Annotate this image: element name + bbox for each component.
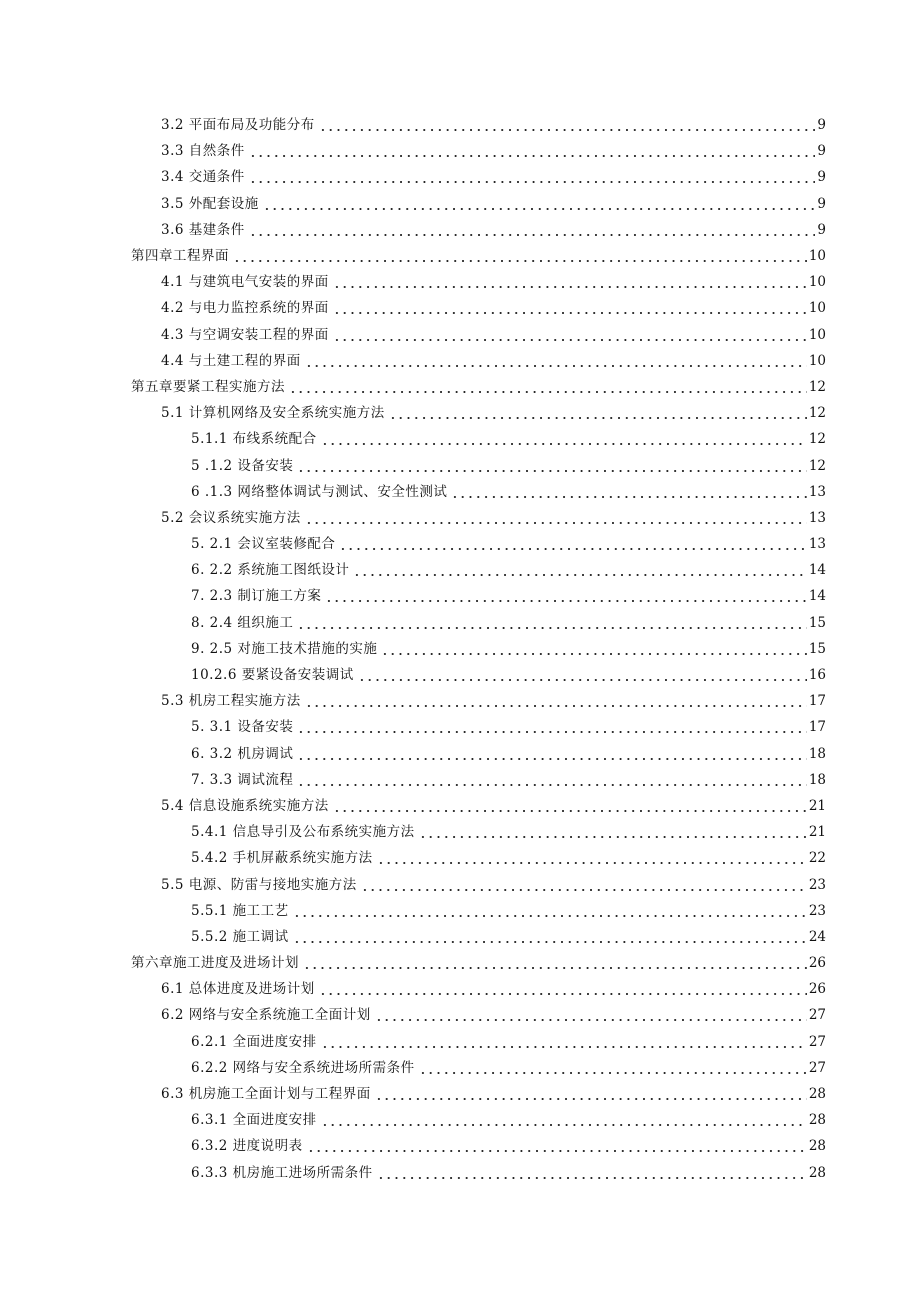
toc-entry-title: 5.4.1 信息导引及公布系统实施方法 xyxy=(191,824,415,841)
toc-entry-title: 4.3 与空调安装工程的界面 xyxy=(161,326,329,343)
toc-entry-title: 9. 2.5 对施工技术措施的实施 xyxy=(191,640,378,657)
toc-entry[interactable] xyxy=(0,688,920,714)
toc-entry-title: 5.5 电源、防雷与接地实施方法 xyxy=(161,876,357,893)
toc-dot-leader xyxy=(249,222,816,238)
toc-dot-leader xyxy=(307,1138,807,1154)
toc-entry[interactable] xyxy=(0,1160,920,1186)
toc-entry-page: 14 xyxy=(808,562,826,579)
toc-dot-leader xyxy=(333,300,807,316)
toc-entry-page: 12 xyxy=(808,431,826,448)
toc-dot-leader xyxy=(389,405,807,421)
toc-dot-leader xyxy=(319,117,816,133)
toc-entry-page: 28 xyxy=(808,1138,826,1155)
toc-entry-page: 27 xyxy=(808,1033,826,1050)
toc-entry[interactable] xyxy=(0,636,920,662)
toc-dot-leader xyxy=(319,981,807,997)
toc-entry[interactable] xyxy=(0,741,920,767)
toc-entry[interactable] xyxy=(0,557,920,583)
toc-entry-title: 8. 2.4 组织施工 xyxy=(191,614,294,631)
toc-entry-page: 27 xyxy=(808,1059,826,1076)
toc-dot-leader xyxy=(333,327,807,343)
toc-entry-page: 9 xyxy=(817,143,826,160)
toc-entry-title: 5.4 信息设施系统实施方法 xyxy=(161,797,329,814)
toc-entry-title: 5.2 会议系统实施方法 xyxy=(161,509,301,526)
toc-entry-title: 5. 2.1 会议室装修配合 xyxy=(191,536,336,553)
toc-entry[interactable] xyxy=(0,1081,920,1107)
toc-entry-title: 5 .1.2 设备安装 xyxy=(191,457,294,474)
toc-entry-page: 9 xyxy=(817,221,826,238)
toc-entry-page: 14 xyxy=(808,588,826,605)
toc-dot-leader xyxy=(381,641,806,657)
toc-dot-leader xyxy=(293,929,807,945)
toc-entry[interactable] xyxy=(0,164,920,190)
toc-entry-title: 6.2.2 网络与安全系统进场所需条件 xyxy=(191,1059,415,1076)
toc-entry-title: 3.3 自然条件 xyxy=(161,143,245,160)
toc-entry[interactable] xyxy=(0,479,920,505)
toc-entry-title: 6.3.2 进度说明表 xyxy=(191,1138,303,1155)
toc-entry-title: 第六章施工进度及进场计划 xyxy=(131,955,299,972)
toc-dot-leader xyxy=(377,850,807,866)
toc-entry-page: 26 xyxy=(808,981,826,998)
toc-dot-leader xyxy=(297,746,806,762)
toc-entry[interactable] xyxy=(0,1029,920,1055)
toc-entry-page: 21 xyxy=(808,797,826,814)
toc-dot-leader xyxy=(297,615,806,631)
toc-entry[interactable] xyxy=(0,976,920,1002)
toc-entry[interactable] xyxy=(0,217,920,243)
toc-entry-page: 16 xyxy=(808,667,826,684)
toc-dot-leader xyxy=(358,667,807,683)
toc-entry-page: 21 xyxy=(808,824,826,841)
toc-entry-page: 10 xyxy=(808,352,826,369)
toc-entry-page: 10 xyxy=(808,300,826,317)
toc-dot-leader xyxy=(321,431,807,447)
toc-entry-page: 12 xyxy=(808,457,826,474)
toc-entry-page: 15 xyxy=(808,614,826,631)
toc-entry-title: 6.3.1 全面进度安排 xyxy=(191,1112,317,1129)
toc-dot-leader xyxy=(297,772,806,788)
toc-entry-page: 10 xyxy=(808,248,826,265)
toc-entry[interactable] xyxy=(0,1002,920,1028)
toc-entry-page: 17 xyxy=(808,719,826,736)
toc-entry[interactable] xyxy=(0,269,920,295)
toc-entry-title: 第四章工程界面 xyxy=(131,248,229,265)
toc-dot-leader xyxy=(325,588,806,604)
toc-entry-title: 5.1.1 布线系统配合 xyxy=(191,431,317,448)
toc-entry[interactable] xyxy=(0,610,920,636)
toc-entry[interactable] xyxy=(0,1133,920,1159)
toc-entry[interactable] xyxy=(0,452,920,478)
toc-entry-title: 3.5 外配套设施 xyxy=(161,195,259,212)
toc-dot-leader xyxy=(375,1086,807,1102)
toc-entry-page: 12 xyxy=(808,405,826,422)
toc-entry-title: 6. 3.2 机房调试 xyxy=(191,745,294,762)
toc-entry-title: 4.2 与电力监控系统的界面 xyxy=(161,300,329,317)
toc-entry-page: 13 xyxy=(808,509,826,526)
toc-entry-title: 7. 2.3 制订施工方案 xyxy=(191,588,322,605)
toc-entry-page: 27 xyxy=(808,1007,826,1024)
toc-dot-leader xyxy=(233,248,807,264)
toc-entry[interactable] xyxy=(0,1107,920,1133)
toc-dot-leader xyxy=(249,169,816,185)
toc-entry-page: 28 xyxy=(808,1164,826,1181)
toc-entry-page: 12 xyxy=(808,378,826,395)
toc-entry-title: 7. 3.3 调试流程 xyxy=(191,771,294,788)
toc-entry[interactable] xyxy=(0,400,920,426)
toc-entry-page: 10 xyxy=(808,274,826,291)
toc-dot-leader xyxy=(249,143,816,159)
toc-dot-leader xyxy=(297,458,806,474)
toc-entry-title: 4.4 与土建工程的界面 xyxy=(161,352,301,369)
toc-dot-leader xyxy=(419,824,807,840)
toc-dot-leader xyxy=(377,1165,807,1181)
toc-entry-page: 26 xyxy=(808,955,826,972)
toc-entry-page: 24 xyxy=(808,928,826,945)
toc-entry-title: 6.2.1 全面进度安排 xyxy=(191,1033,317,1050)
toc-entry[interactable] xyxy=(0,583,920,609)
toc-entry-page: 18 xyxy=(808,745,826,762)
toc-entry[interactable] xyxy=(0,426,920,452)
toc-dot-leader xyxy=(305,353,807,369)
toc-dot-leader xyxy=(297,719,806,735)
toc-entry[interactable] xyxy=(0,924,920,950)
toc-entry-page: 28 xyxy=(808,1112,826,1129)
toc-entry[interactable] xyxy=(0,871,920,897)
toc-entry[interactable] xyxy=(0,322,920,348)
toc-entry-title: 5.3 机房工程实施方法 xyxy=(161,693,301,710)
toc-entry-title: 第五章要紧工程实施方法 xyxy=(131,378,285,395)
toc-dot-leader xyxy=(321,1112,807,1128)
toc-entry-title: 6.1 总体进度及进场计划 xyxy=(161,981,315,998)
toc-entry[interactable] xyxy=(0,505,920,531)
table-of-contents xyxy=(0,112,920,1186)
toc-dot-leader xyxy=(361,877,807,893)
toc-entry[interactable] xyxy=(0,845,920,871)
toc-entry-page: 18 xyxy=(808,771,826,788)
toc-entry-title: 6 .1.3 网络整体调试与测试、安全性测试 xyxy=(191,483,448,500)
toc-dot-leader xyxy=(293,903,807,919)
toc-entry[interactable] xyxy=(0,898,920,924)
toc-entry-page: 13 xyxy=(808,536,826,553)
toc-entry-page: 17 xyxy=(808,693,826,710)
toc-entry[interactable] xyxy=(0,243,920,269)
toc-entry-title: 6.3.3 机房施工进场所需条件 xyxy=(191,1164,373,1181)
toc-dot-leader xyxy=(321,1034,807,1050)
toc-dot-leader xyxy=(263,196,816,212)
toc-entry-page: 10 xyxy=(808,326,826,343)
toc-entry-title: 5.4.2 手机屏蔽系统实施方法 xyxy=(191,850,373,867)
toc-dot-leader xyxy=(339,536,806,552)
toc-entry-title: 10.2.6 要紧设备安装调试 xyxy=(191,667,354,684)
toc-entry[interactable] xyxy=(0,767,920,793)
toc-entry-title: 6.3 机房施工全面计划与工程界面 xyxy=(161,1086,371,1103)
toc-entry-page: 23 xyxy=(808,902,826,919)
toc-dot-leader xyxy=(303,955,807,971)
toc-entry-page: 28 xyxy=(808,1086,826,1103)
toc-dot-leader xyxy=(375,1007,807,1023)
toc-entry[interactable] xyxy=(0,819,920,845)
toc-entry-title: 5.1 计算机网络及安全系统实施方法 xyxy=(161,405,385,422)
toc-entry-page: 9 xyxy=(817,117,826,134)
toc-entry-page: 23 xyxy=(808,876,826,893)
toc-entry-title: 5. 3.1 设备安装 xyxy=(191,719,294,736)
toc-entry-title: 3.6 基建条件 xyxy=(161,221,245,238)
toc-dot-leader xyxy=(289,379,807,395)
toc-entry-page: 22 xyxy=(808,850,826,867)
toc-entry[interactable] xyxy=(0,374,920,400)
toc-entry[interactable] xyxy=(0,1055,920,1081)
toc-entry-title: 3.2 平面布局及功能分布 xyxy=(161,117,315,134)
toc-entry-title: 6.2 网络与安全系统施工全面计划 xyxy=(161,1007,371,1024)
toc-dot-leader xyxy=(419,1060,807,1076)
toc-entry-title: 6. 2.2 系统施工图纸设计 xyxy=(191,562,350,579)
toc-entry-page: 15 xyxy=(808,640,826,657)
toc-entry[interactable] xyxy=(0,348,920,374)
toc-entry[interactable] xyxy=(0,295,920,321)
toc-entry[interactable] xyxy=(0,138,920,164)
toc-entry-page: 9 xyxy=(817,195,826,212)
toc-entry-title: 5.5.1 施工工艺 xyxy=(191,902,289,919)
toc-dot-leader xyxy=(451,484,806,500)
toc-entry[interactable] xyxy=(0,191,920,217)
toc-entry[interactable] xyxy=(0,714,920,740)
toc-entry-title: 5.5.2 施工调试 xyxy=(191,928,289,945)
toc-entry[interactable] xyxy=(0,950,920,976)
toc-dot-leader xyxy=(305,510,807,526)
toc-dot-leader xyxy=(305,693,807,709)
toc-entry-title: 4.1 与建筑电气安装的界面 xyxy=(161,274,329,291)
toc-entry[interactable] xyxy=(0,112,920,138)
toc-dot-leader xyxy=(353,562,806,578)
toc-entry-page: 9 xyxy=(817,169,826,186)
toc-dot-leader xyxy=(333,798,807,814)
toc-entry[interactable] xyxy=(0,793,920,819)
toc-dot-leader xyxy=(333,274,807,290)
toc-entry-page: 13 xyxy=(808,483,826,500)
toc-entry[interactable] xyxy=(0,531,920,557)
toc-entry[interactable] xyxy=(0,662,920,688)
toc-entry-title: 3.4 交通条件 xyxy=(161,169,245,186)
